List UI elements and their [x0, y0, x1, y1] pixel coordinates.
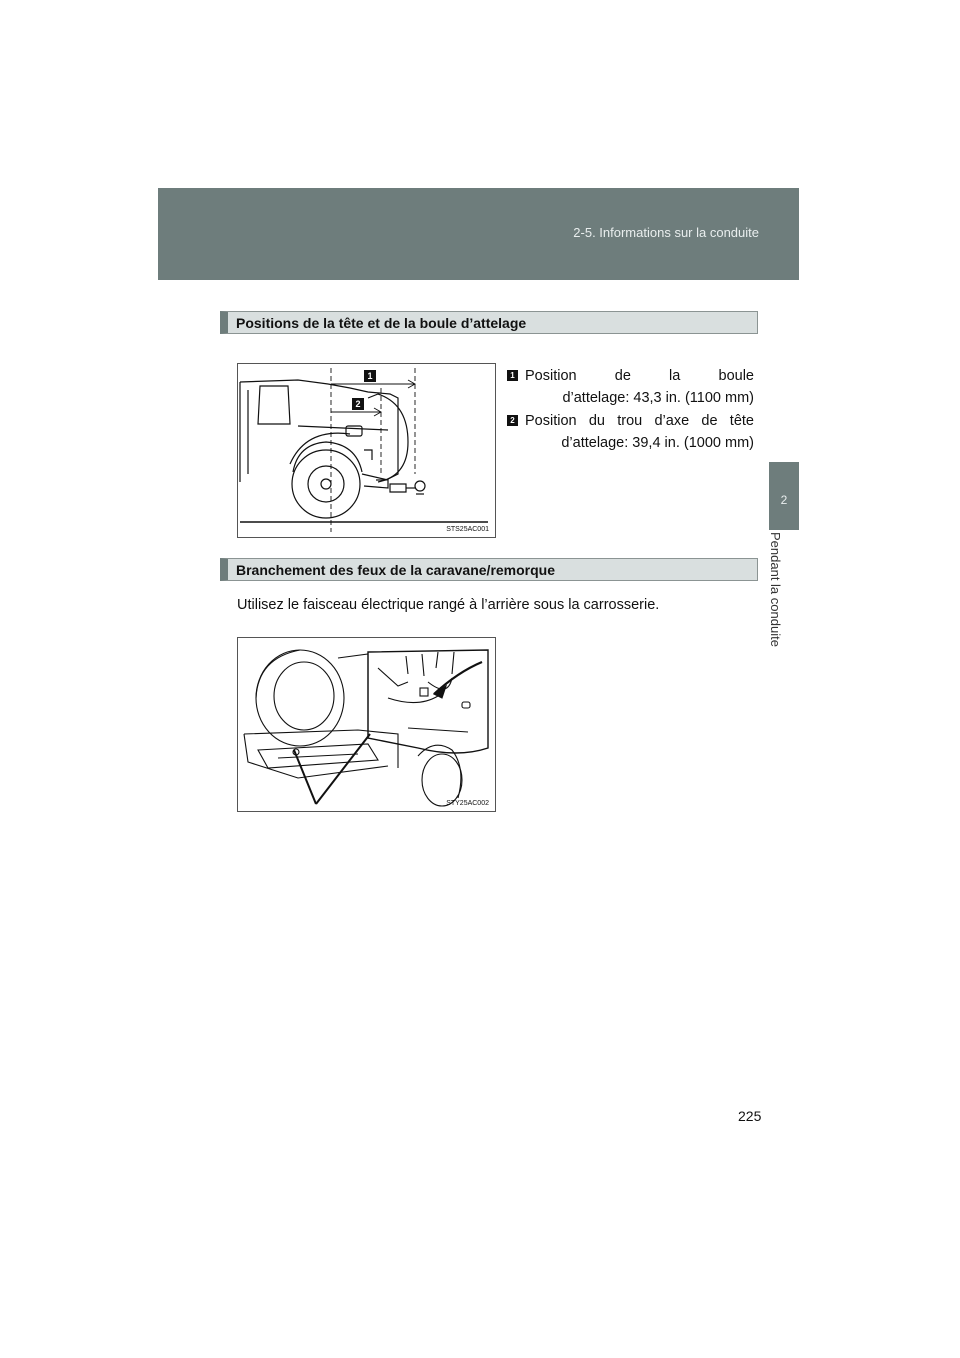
item-text-line2: d’attelage: 43,3 in. (1100 mm): [562, 390, 754, 406]
section-heading-text: Positions de la tête et de la boule d’attelage: [236, 315, 527, 331]
header-band: [158, 188, 799, 280]
figure-badge-2: 2: [352, 398, 364, 410]
vehicle-rear-side-illustration: [238, 364, 495, 537]
chapter-label: Pendant la conduite: [768, 532, 783, 647]
hitch-position-figure: [237, 363, 496, 538]
item-badge-1: 1: [507, 370, 518, 381]
figure-code: STS25AC001: [446, 526, 489, 533]
item-badge-2: 2: [507, 415, 518, 426]
figure-badge-1: 1: [364, 370, 376, 382]
chapter-tab: [769, 462, 799, 530]
section-heading-hitch-positions: [220, 311, 758, 334]
figure-code: STY25AC002: [446, 800, 489, 807]
chapter-number: 2: [780, 493, 788, 507]
section-heading-trailer-lights: [220, 558, 758, 581]
instruction-paragraph: Utilisez le faisceau électrique rangé à l’arrière sous la carrosserie.: [237, 597, 660, 613]
wiring-harness-figure: [237, 637, 496, 812]
section-heading-text: Branchement des feux de la caravane/remorque: [236, 562, 556, 578]
page-number: 225: [738, 1108, 762, 1124]
rear-underbody-illustration: [238, 638, 495, 811]
item-text-line1: Position de la boule: [525, 368, 754, 384]
chapter-label-container: [768, 532, 795, 672]
item-text-line1: Position du trou d’axe de tête: [525, 413, 754, 429]
list-item-ball-position: [508, 365, 754, 409]
section-label: 2-5. Informations sur la conduite: [573, 225, 759, 240]
item-text-line2: d’attelage: 39,4 in. (1000 mm): [561, 435, 754, 451]
list-item-pin-position: [508, 410, 754, 454]
